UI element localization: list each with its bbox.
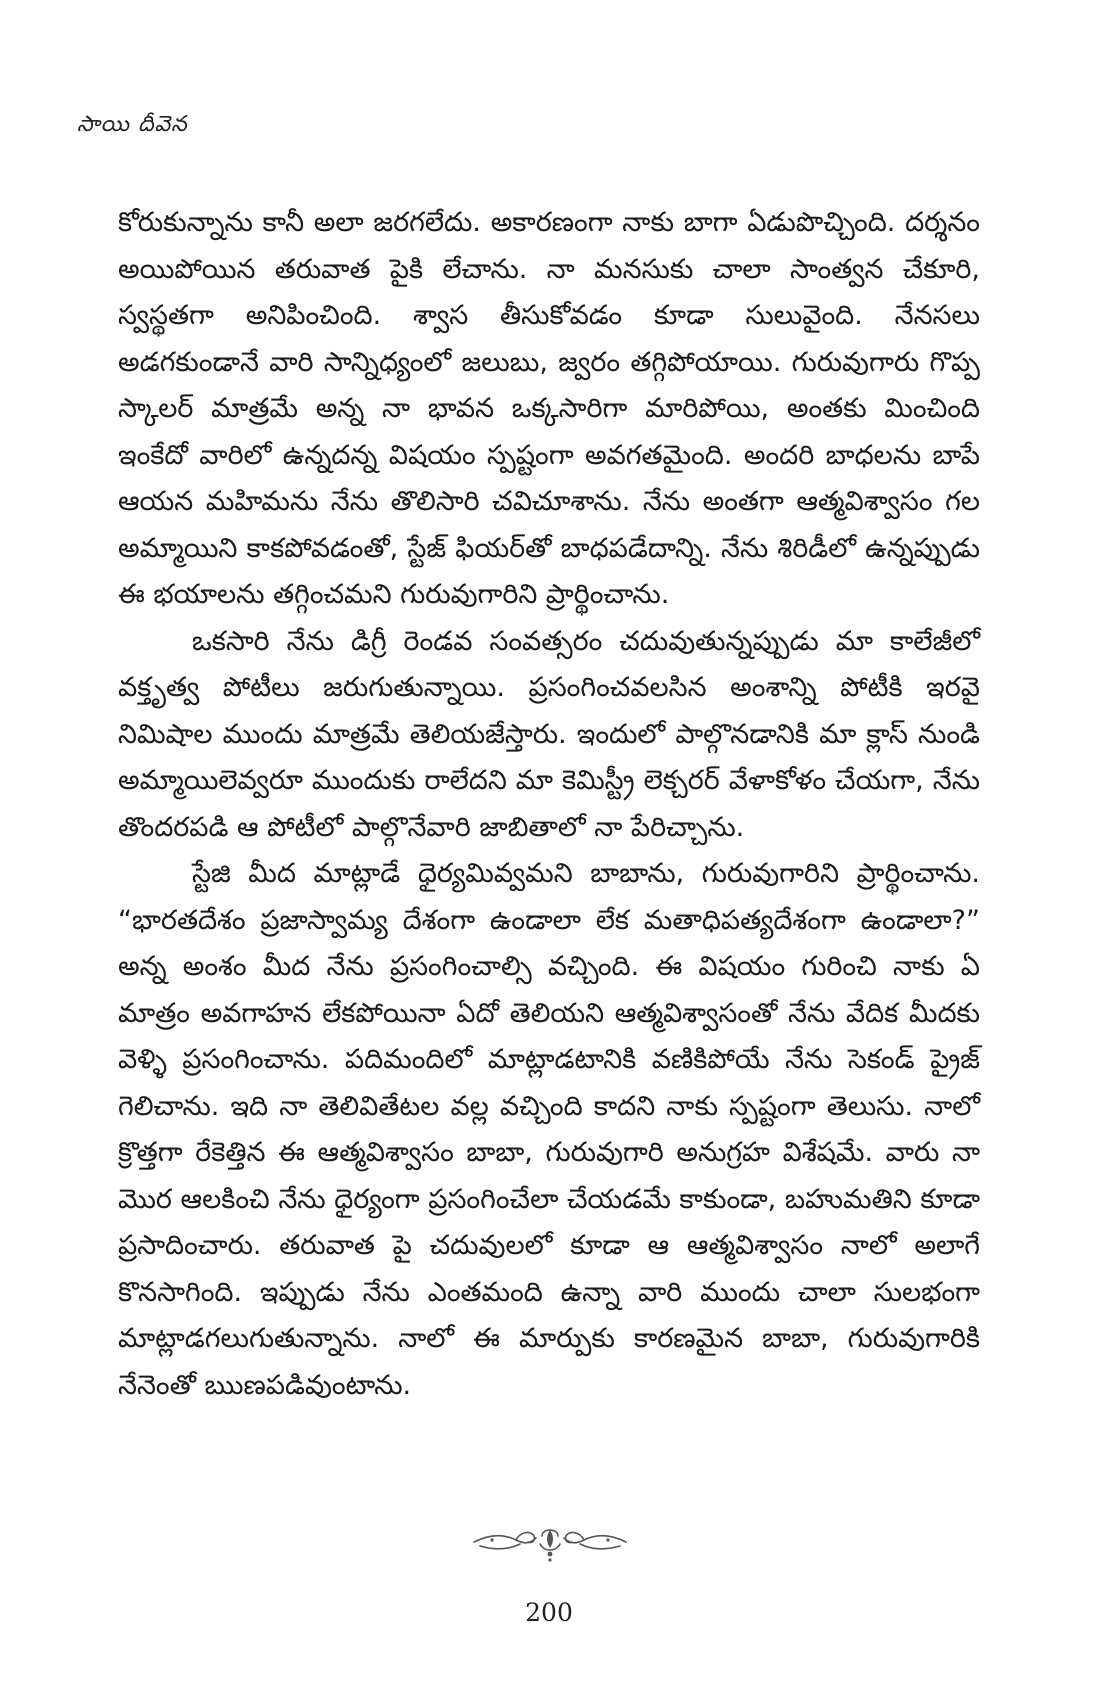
flourish-divider-icon <box>470 1522 630 1568</box>
body-text <box>118 200 980 1409</box>
paragraph-1: కోరుకున్నాను కానీ అలా జరగలేదు. అకారణంగా నాకు బాగా ఏడుపొచ్చింది. దర్శనం అయిపోయిన తరువాత పైకి లేచాను. నా మనసుకు చాలా సాంత్వన చేకూరి, స్వస్థతగా అనిపించింది. శ్వాస తీసుకోవడం కూడా సులువైంది. నేనసలు అడగకుండానే వారి సాన్నిధ్యంలో జలుబు, జ్వరం తగ్గిపోయాయి. గురువుగారు గొప్ప స్కాలర్ మాత్రమే అన్న నా భావన ఒక్కసారిగా మారిపోయి, అంతకు మించింది ఇంకేదో వారిలో ఉన్నదన్న విషయం స్పష్టంగా అవగతమైంది. అందరి బాధలను బాపే ఆయన మహిమను నేను తొలిసారి చవిచూశాను. నేను అంతగా ఆత్మవిశ్వాసం గల అమ్మాయిని కాకపోవడంతో, స్టేజ్ ఫియర్‌తో బాధపడేదాన్ని. నేను శిరిడీలో ఉన్నప్పుడు ఈ భయాలను తగ్గించమని గురువుగారిని ప్రార్థించాను. <box>118 207 980 610</box>
paragraph-3: స్టేజి మీద మాట్లాడే ధైర్యమివ్వమని బాబాను, గురువుగారిని ప్రార్థించాను. “భారతదేశం ప్రజాస్వామ్య దేశంగా ఉండాలా లేక మతాధిపత్యదేశంగా ఉండాలా?” అన్న అంశం మీద నేను ప్రసంగించాల్సి వచ్చింది. ఈ విషయం గురించి నాకు ఏ మాత్రం అవగాహన లేకపోయినా ఏదో తెలియని ఆత్మవిశ్వాసంతో నేను వేదిక మీదకు వెళ్ళి ప్రసంగించాను. పదిమందిలో మాట్లాడటానికి వణికిపోయే నేను సెకండ్ ప్రైజ్ గెలిచాను. ఇది నా తెలివితేటల వల్ల వచ్చింది కాదని నాకు స్పష్టంగా తెలుసు. నాలో క్రొత్తగా రేకెత్తిన ఈ ఆత్మవిశ్వాసం బాబా, గురువుగారి అనుగ్రహ విశేషమే. వారు నా మొర ఆలకించి నేను ధైర్యంగా ప్రసంగించేలా చేయడమే కాకుండా, బహుమతిని కూడా ప్రసాదించారు. తరువాత పై చదువులలో కూడా ఆ ఆత్మవిశ్వాసం నాలో అలాగే కొనసాగింది. ఇప్పుడు నేను ఎంతమంది ఉన్నా వారి ముందు చాలా సులభంగా మాట్లాడగలుగుతున్నాను. నాలో ఈ మార్పుకు కారణమైన బాబా, గురువుగారికి నేనెంతో ఋణపడివుంటాను. <box>118 858 980 1401</box>
running-head: సాయి దీవెన <box>77 112 188 137</box>
paragraph-2: ఒకసారి నేను డిగ్రీ రెండవ సంవత్సరం చదువుతున్నప్పుడు మా కాలేజీలో వక్తృత్వ పోటీలు జరుగుతున్నాయి. ప్రసంగించవలసిన అంశాన్ని పోటీకి ఇరవై నిమిషాల ముందు మాత్రమే తెలియజేస్తారు. ఇందులో పాల్గొనడానికి మా క్లాస్ నుండి అమ్మాయిలెవ్వరూ ముందుకు రాలేదని మా కెమిస్ట్రీ లెక్చరర్ వేళాకోళం చేయగా, నేను తొందరపడి ఆ పోటీలో పాల్గొనేవారి జాబితాలో నా పేరిచ్చాను. <box>118 625 980 843</box>
page-number: 200 <box>525 1598 573 1627</box>
